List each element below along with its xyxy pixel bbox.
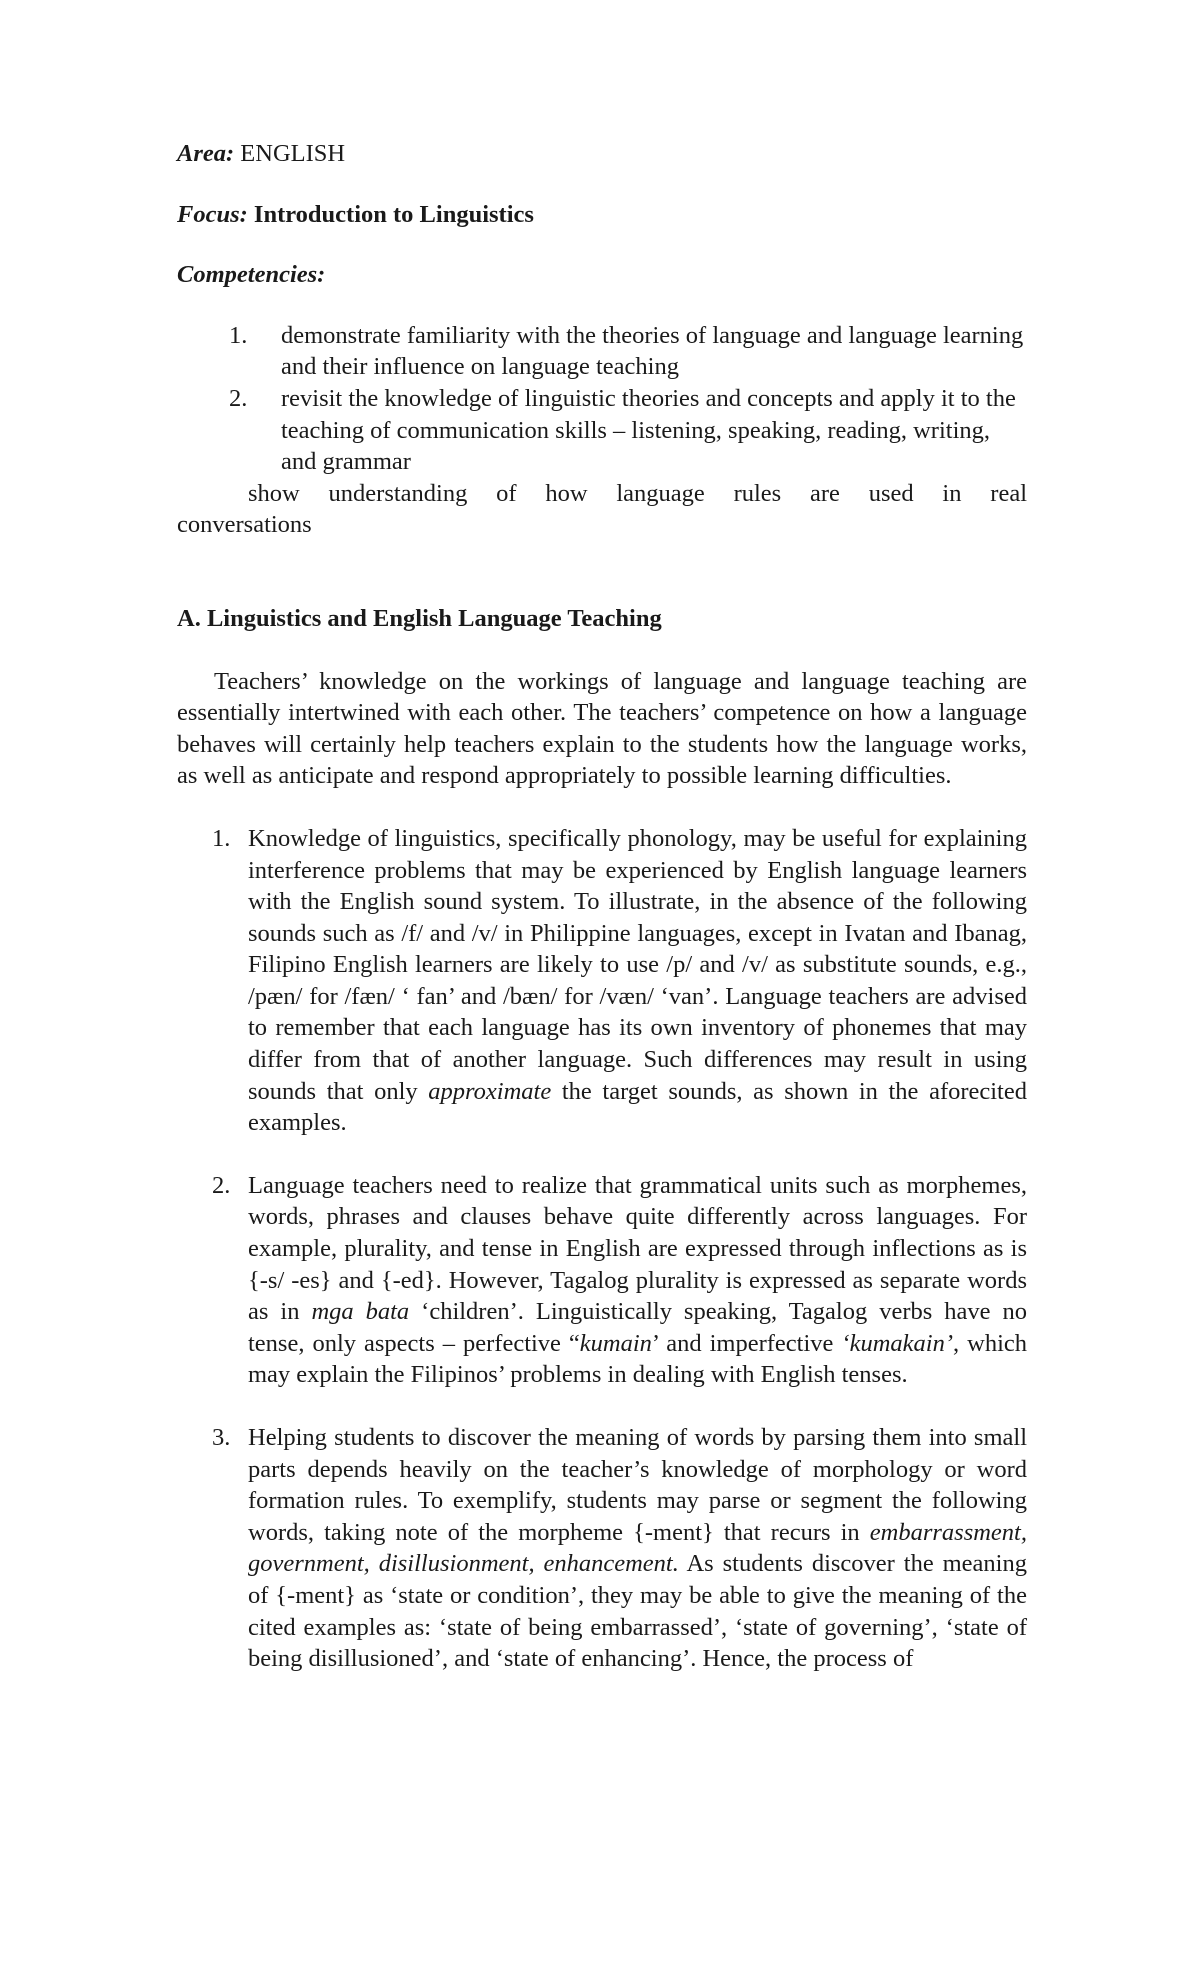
focus-line (177, 199, 1027, 231)
numbered-points-list (177, 823, 1027, 1675)
point-text: Language teachers need to realize that grammatical units such as morphemes, words, phrases and clauses behave quite differently across languages. For example, plurality, and tense in English are expressed through inflections as is {-s/ -es} and {-ed}. However, Tagalog plurality is expressed as separate words as in (248, 1171, 1027, 1326)
point-number: 3. (212, 1424, 231, 1451)
point-text: Helping students to discover the meaning of words by parsing them into small parts depends heavily on the teacher’s knowledge of morphology or word formation rules. To exemplify, students may parse or segment the following words, taking note of the morpheme {-ment} that recurs in (248, 1424, 1027, 1546)
point-emphasis: ‘kumakain’ (841, 1329, 953, 1357)
point-emphasis: approximate (428, 1077, 552, 1105)
numbered-point (177, 1422, 1027, 1675)
focus-label: Focus: (177, 200, 248, 228)
point-emphasis: kumain (579, 1329, 652, 1357)
point-text: Knowledge of linguistics, specifically phonology, may be useful for explaining interference problems that may be experienced by English language learners with the English sound system. To illustrate, in the absence of the following sounds such as /f/ and /v/ in Philippine languages, except in Ivatan and Ibanag, Filipino English learners are likely to use /p/ and /v/ as substitute sounds, e.g., /pæn/ for /fæn/ ‘ fan’ and /bæn/ for /væn/ ‘van’. Language teachers are advised to remember that each language has its own inventory of phonemes that may differ from that of another language. Such differences may result in using sounds that only (248, 824, 1027, 1105)
area-value: ENGLISH (240, 140, 346, 167)
competency-number: 1. (229, 321, 248, 349)
point-text: the target sounds, as shown in the aforecited examples. (248, 1077, 1027, 1137)
point-emphasis: mga bata (311, 1298, 410, 1326)
section-intro-paragraph: Teachers’ knowledge on the workings of language and language teaching are essentially intertwined with each other. The teachers’ competence on how a language behaves will certainly help teachers explain to the students how the language works, as well as anticipate and respond appropriately to possible learning difficulties. (177, 667, 1027, 790)
competencies-list (177, 320, 1027, 478)
document-page (177, 138, 1027, 1675)
competency-item (177, 383, 1027, 478)
numbered-point (177, 1170, 1027, 1391)
point-number: 2. (212, 1171, 231, 1199)
competency-extra-line: show understanding of how language rules are used in real (248, 479, 1027, 507)
competency-text: demonstrate familiarity with the theories of language and language learning and their influence on language teaching (281, 321, 1024, 381)
competency-number: 2. (229, 384, 248, 412)
focus-value: Introduction to Linguistics (253, 200, 534, 228)
competency-item (177, 320, 1027, 383)
competencies-heading (177, 259, 1027, 291)
point-text: As students discover the meaning of {-ment} as ‘state or condition’, they may be able to give the meaning of the cited examples as: ‘state of being embarrassed’, ‘state of governing’, ‘state of being disillusioned’, and ‘state of enhancing’. Hence, the process of (248, 1550, 1027, 1673)
competency-text: revisit the knowledge of linguistic theories and concepts and apply it to the teaching of communication skills – listening, speaking, reading, writing, and grammar (281, 384, 1016, 476)
point-text: , which may explain the Filipinos’ problems in dealing with English tenses. (248, 1329, 1027, 1389)
competencies-label: Competencies: (177, 261, 326, 289)
point-emphasis: embarrassment, government, disillusionment, enhancement. (248, 1518, 1027, 1578)
section-title: A. Linguistics and English Language Teaching (177, 604, 662, 632)
competency-extra-line-2: conversations (177, 511, 312, 539)
point-text: ‘children’. Linguistically speaking, Tagalog verbs have no tense, only aspects – perfective “ (248, 1298, 1028, 1357)
area-line (177, 138, 1027, 170)
area-label: Area: (177, 140, 235, 167)
numbered-point (177, 823, 1027, 1139)
point-number: 1. (212, 824, 231, 852)
point-text: ’ and imperfective (651, 1329, 842, 1357)
